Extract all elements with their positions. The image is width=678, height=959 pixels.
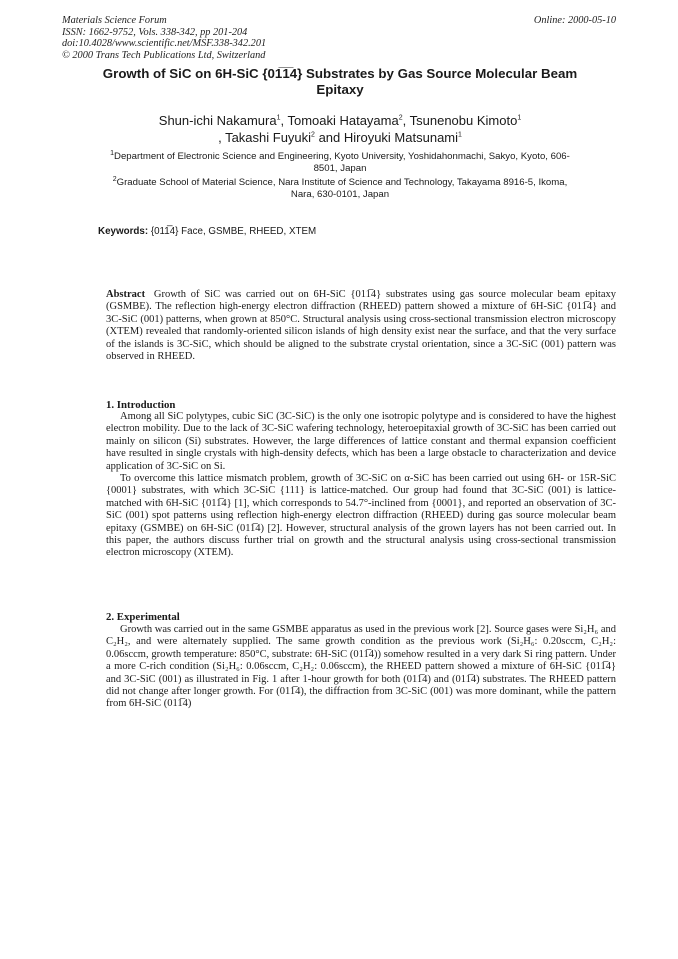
journal-header bbox=[62, 15, 266, 61]
journal-name: Materials Science Forum bbox=[62, 15, 167, 26]
author-affil-mark: 2 bbox=[311, 131, 315, 139]
issn-line: ISSN: 1662-9752, Vols. 338-342, pp 201-204 bbox=[62, 26, 248, 38]
author-name: , Takashi Fuyuki bbox=[218, 130, 312, 145]
author-affil-mark: 1 bbox=[276, 114, 281, 122]
keywords-text: {011̅4} Face, GSMBE, RHEED, XTEM bbox=[150, 226, 317, 237]
introduction-body bbox=[106, 411, 616, 560]
introduction-paragraph: Among all SiC polytypes, cubic SiC (3C-SiC) is the only one isotropic polytype and is considered to have the highest electron mobility. Due to the lack of 3C-SiC wafering technology, heteroepitaxial growth of 3C-SiC has been carried out mainly on silicon (Si) substrates. However, the large differences of lattice constant and thermal expansion coefficient have resulted in single crystals with high-density defects, which has been a large obstacle to characterization and device application of 3C-SiC on Si. bbox=[106, 411, 616, 472]
introduction-paragraph: To overcome this lattice mismatch problem, growth of 3C-SiC on α-SiC has been carried out using 6H- or 15R-SiC {0001} substrates, with which 3C-SiC {111} is lattice-matched. Our group had found that 3C-SiC (001) is lattice-matched with 6H-SiC {011̅4} [1], which corresponds to 54.7°-inclined from {0001}, and reported an observation of 3C-SiC (001) spot patterns using reflection high-energy electron diffraction (RHEED) during gas source molecular beam epitaxy (GSMBE) on 6H-SiC (011̅4) [2]. However, structural analysis of the grown layers has not been carried out. In this paper, the authors discuss further trial on growth and the structural analysis using cross-sectional transmission electron microscopy (XTEM). bbox=[106, 473, 616, 559]
keywords-label: Keywords: bbox=[98, 226, 149, 237]
affiliation-2 bbox=[110, 177, 570, 200]
section-heading-experimental: 2. Experimental bbox=[106, 611, 180, 623]
author-affil-mark: 1 bbox=[458, 131, 462, 139]
paper-title: Growth of SiC on 6H-SiC {01̅1̅4} Substrates by Gas Source Molecular Beam Epitaxy bbox=[102, 66, 578, 97]
affiliation-text: Graduate School of Material Science, Nara Institute of Science and Technology, Takayama 8916-5, Ikoma, Nara, 630-0101, Japan bbox=[116, 177, 568, 200]
experimental-paragraph: Growth was carried out in the same GSMBE apparatus as used in the previous work [2]. Source gases were Si₂H₆ and C₂H₂, and were alternately supplied. The same growth condition as the previous work (Si₂H₆: 0.20sccm, C₂H₂: 0.06sccm, growth temperature: 850°C, substrate: 6H-SiC (011̅4)) somehow resulted in a very dark Si ring pattern. Under a more C-rich condition (Si₂H₆: 0.06sccm, C₂H₂: 0.06sccm), the RHEED pattern showed a mixture of 6H-SiC {011̅4} and 3C-SiC (001) as illustrated in Fig. 1 after 1-hour growth for both (011̅4) and (011̅4) substrates. The RHEED pattern did not change after longer growth. For (011̅4), the diffraction from 3C-SiC (001) was more dominant, while the pattern from 6H-SiC (011̅4) bbox=[106, 624, 616, 710]
keywords bbox=[98, 226, 316, 237]
abstract-label: Abstract bbox=[106, 289, 146, 300]
affiliation-text: Department of Electronic Science and Engineering, Kyoto University, Yoshidahonmachi, Sakyo, Kyoto, 606-8501, Japan bbox=[114, 151, 570, 174]
author-list bbox=[100, 112, 580, 146]
affiliation-mark: 1 bbox=[110, 149, 115, 157]
abstract bbox=[106, 289, 616, 363]
affiliation-mark: 2 bbox=[112, 175, 117, 183]
experimental-body bbox=[106, 624, 616, 711]
author-name: , Tomoaki Hatayama bbox=[280, 113, 399, 128]
section-heading-introduction: 1. Introduction bbox=[106, 399, 176, 411]
author-affil-mark: 1 bbox=[517, 114, 522, 122]
online-date: Online: 2000-05-10 bbox=[533, 15, 616, 26]
abstract-text: Growth of SiC was carried out on 6H-SiC {011̅4} substrates using gas source molecular beam epitaxy (GSMBE). The reflection high-energy electron diffraction (RHEED) pattern showed a mixture of 6H-SiC {011̅4} and 3C-SiC (001) patterns, when grown at 850°C. Structural analysis using cross-sectional transmission electron microscopy (XTEM) revealed that randomly-oriented silicon islands of high density exist near the surface, and that the very surface of the islands is 3C-SiC, which should be aligned to the substrate crystal orientation, since a 3C-SiC (001) pattern was observed in RHEED. bbox=[106, 289, 616, 363]
author-name: and Hiroyuki Matsunami bbox=[314, 130, 459, 145]
doi-line[interactable]: doi:10.4028/www.scientific.net/MSF.338-342.201 bbox=[62, 38, 267, 49]
author-name: , Tsunenobu Kimoto bbox=[402, 113, 518, 128]
affiliation-1 bbox=[110, 151, 570, 174]
author-name: Shun-ichi Nakamura bbox=[158, 113, 277, 128]
author-affil-mark: 2 bbox=[398, 114, 403, 122]
copyright-line: © 2000 Trans Tech Publications Ltd, Switzerland bbox=[62, 49, 266, 61]
